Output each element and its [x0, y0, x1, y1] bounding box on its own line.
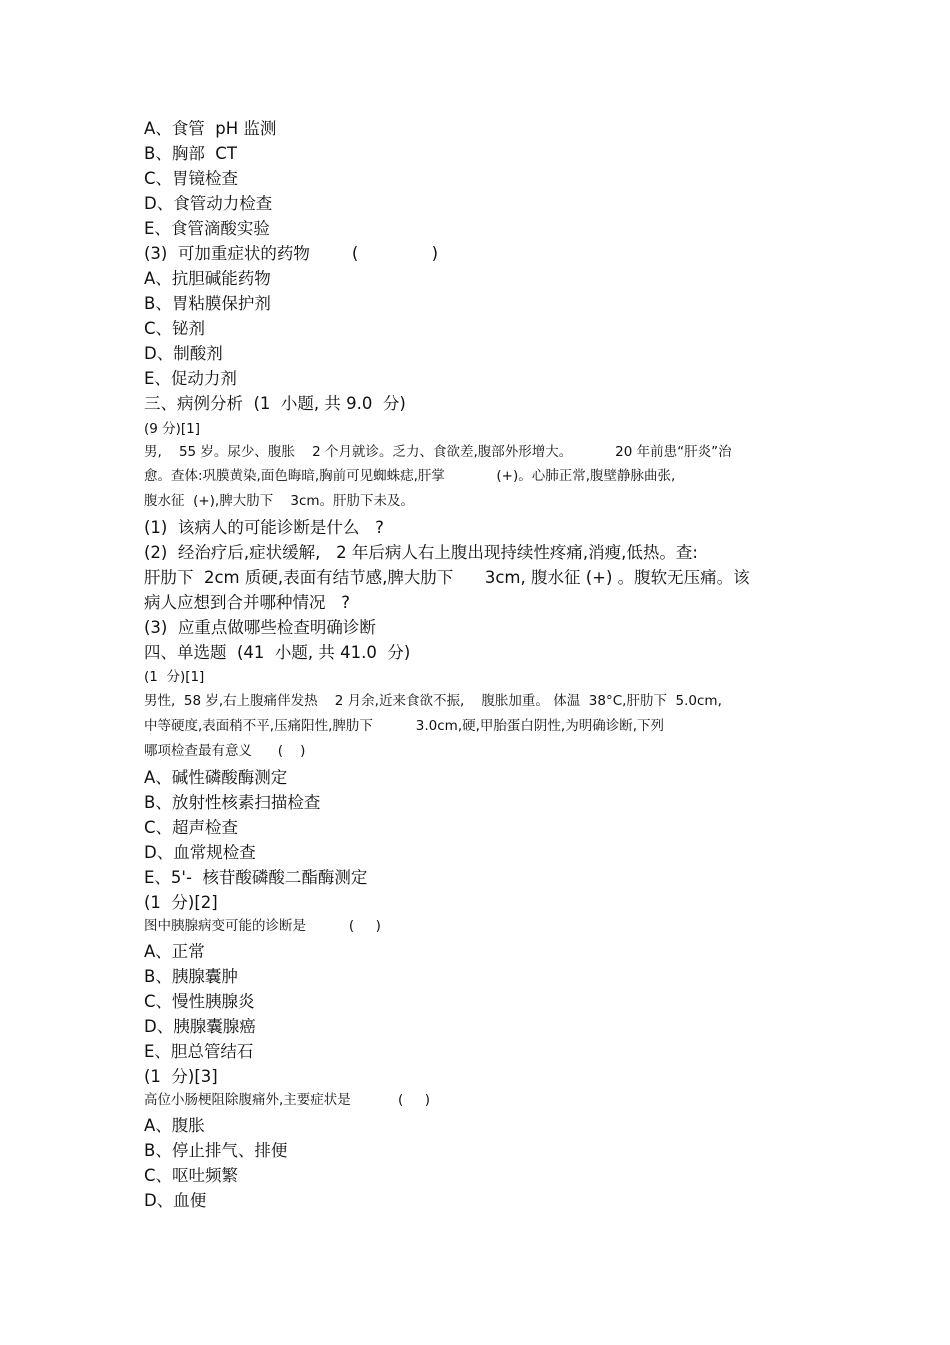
case-question: (3) 应重点做哪些检查明确诊断 [144, 618, 376, 637]
case-text-line: 男, 55 岁。尿少、腹胀 2 个月就诊。乏力、食欲差,腹部外形增大。 20 年前患“肝炎”治 [144, 444, 732, 460]
score-label: (9 分)[1] [144, 421, 201, 437]
score-label: (1 分)[2] [144, 893, 218, 912]
case-question: (2) 经治疗后,症状缓解, 2 年后病人右上腹出现持续性疼痛,消瘦,低热。查: [144, 543, 698, 562]
option-d: D、血常规检查 [144, 843, 256, 862]
option-a: A、碱性磷酸酶测定 [144, 768, 288, 787]
case-text-line: 腹水征 (+),脾大肋下 3cm。肝肋下未及。 [144, 493, 415, 509]
option-d: D、食管动力检查 [144, 194, 273, 213]
question-stem-line: 中等硬度,表面稍不平,压痛阳性,脾肋下 3.0cm,硬,甲胎蛋白阴性,为明确诊断,下列 [144, 718, 664, 734]
option-b: B、胰腺囊肿 [144, 967, 238, 986]
option-c: C、慢性胰腺炎 [144, 992, 255, 1011]
option-b: B、停止排气、排便 [144, 1141, 288, 1160]
question-stem-line: 哪项检查最有意义 ( ) [144, 743, 306, 759]
question-stem: 图中胰腺病变可能的诊断是 ( ) [144, 918, 381, 934]
option-e: E、5'- 核苷酸磷酸二酯酶测定 [144, 868, 368, 887]
score-label: (1 分)[1] [144, 669, 205, 685]
question-stem: 高位小肠梗阻除腹痛外,主要症状是 ( ) [144, 1092, 430, 1108]
option-d: D、血便 [144, 1191, 207, 1210]
option-e: E、食管滴酸实验 [144, 219, 270, 238]
option-e: E、促动力剂 [144, 369, 237, 388]
option-b: B、胃粘膜保护剂 [144, 294, 271, 313]
case-text-line: 愈。查体:巩膜黄染,面色晦暗,胸前可见蜘蛛痣,肝掌 (+)。心肺正常,腹壁静脉曲张, [144, 468, 676, 484]
option-d: D、胰腺囊腺癌 [144, 1017, 256, 1036]
option-c: C、超声检查 [144, 818, 239, 837]
option-a: A、腹胀 [144, 1116, 205, 1135]
option-b: B、胸部 CT [144, 144, 237, 163]
case-question: 病人应想到合并哪种情况 ? [144, 593, 350, 612]
question-stem-line: 男性, 58 岁,右上腹痛伴发热 2 月余,近来食欲不振, 腹胀加重。 体温 38°C,肝肋下 5.0cm, [144, 693, 722, 709]
option-e: E、胆总管结石 [144, 1042, 254, 1061]
case-question: 肝肋下 2cm 质硬,表面有结节感,脾大肋下 3cm, 腹水征 (+) 。腹软无压痛。该 [144, 568, 750, 587]
section-heading: 四、单选题 (41 小题, 共 41.0 分) [144, 643, 411, 662]
option-a: A、正常 [144, 942, 205, 961]
option-c: C、胃镜检查 [144, 169, 239, 188]
option-a: A、抗胆碱能药物 [144, 269, 271, 288]
case-question: (1) 该病人的可能诊断是什么 ? [144, 518, 384, 537]
option-a: A、食管 pH 监测 [144, 119, 277, 138]
option-c: C、铋剂 [144, 319, 206, 338]
option-c: C、呕吐频繁 [144, 1166, 239, 1185]
option-b: B、放射性核素扫描检查 [144, 793, 321, 812]
section-heading: 三、病例分析 (1 小题, 共 9.0 分) [144, 394, 406, 413]
sub-question-3: (3) 可加重症状的药物 ( ) [144, 244, 439, 263]
score-label: (1 分)[3] [144, 1067, 218, 1086]
option-d: D、制酸剂 [144, 344, 223, 363]
